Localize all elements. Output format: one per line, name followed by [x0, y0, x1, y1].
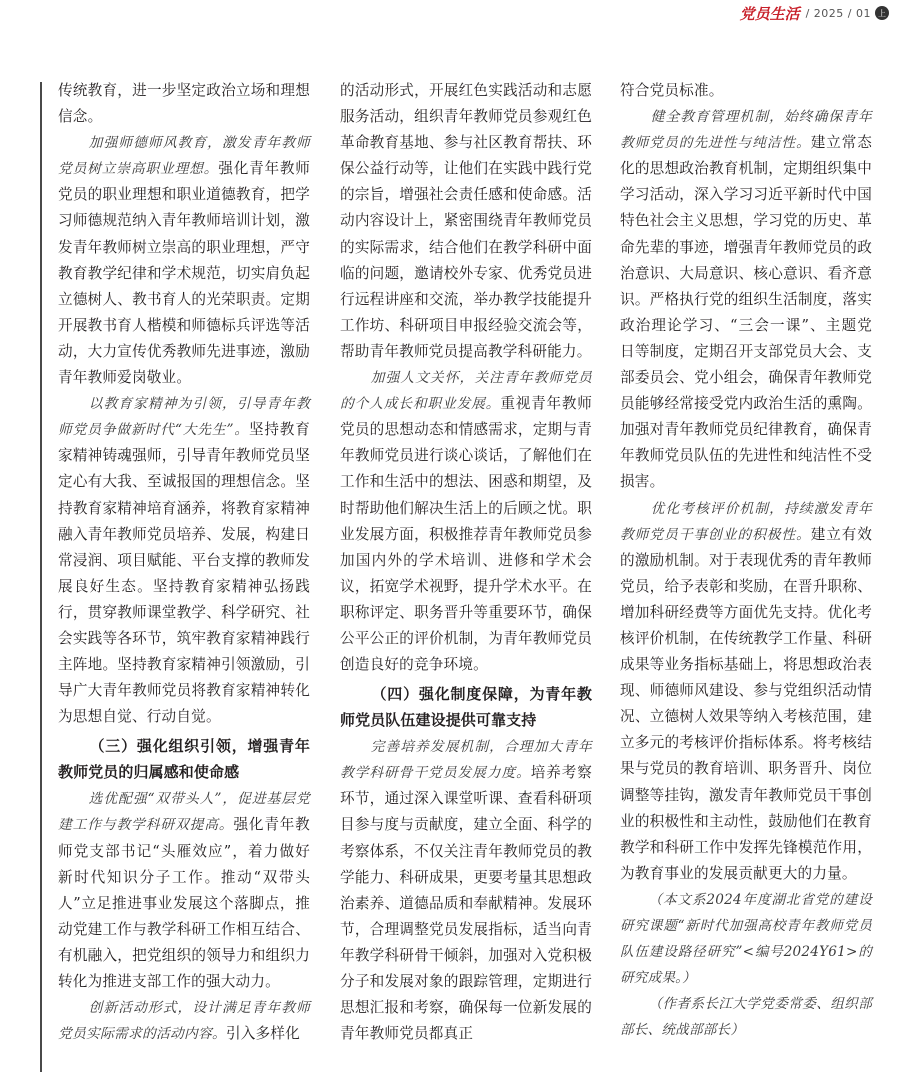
paragraph — [58, 130, 310, 391]
section-heading: （三）强化组织引领，增强青年教师党员的归属感和使命感 — [58, 737, 310, 782]
paragraph: 符合党员标准。 — [620, 82, 724, 99]
issue-number: / 2025 / 01 — [805, 6, 871, 20]
column-3 — [620, 78, 872, 1043]
paragraph-body: 建立有效的激励机制。对于表现优秀的青年教师党员，给予表彰和奖励，在晋升职称、增加科研经费等方面优先支持。优化考核评价机制，在传统教学工作量、科研成果等业务指标基础上，将思想政治表现、师德师风建设、参与党组织活动情况、立德树人效果等纳入考核范围，建立多元的考核评价指标体系。将考核结果与党员的教育培训、职务晋升、岗位调整等挂钩，激发青年教师党员干事创业的积极性和主动性，鼓励他们在教育教学和科研工作中发挥先锋模范作用，为教育事业的发展贡献更大的力量。 — [620, 525, 872, 882]
lead-sentence: 加强人文关怀，关注青年教师党员的个人成长和职业发展。 — [340, 370, 592, 413]
lead-sentence: 创新活动形式，设计满足青年教师党员实际需求的活动内容。 — [58, 1000, 310, 1043]
left-margin-rule — [40, 82, 42, 1072]
paragraph-body: 坚持教育家精神铸魂强师，引导青年教师党员坚定心有大我、至诚报国的理想信念。坚持教育家精神培育涵养，将教育家精神融入青年教师党员培养、发展，构建日常浸润、项目赋能、平台支撑的教师发展良好生态。坚持教育家精神弘扬践行，贯穿教师课堂教学、科学研究、社会实践等各环节，筑牢教育家精神践行主阵地。坚持教育家精神引领激励，引导广大青年教师党员将教育家精神转化为思想自觉、行动自觉。 — [58, 421, 311, 726]
column-1 — [58, 78, 310, 1047]
author-note: （作者系长江大学党委常委、组织部部长、统战部部长） — [620, 996, 872, 1039]
paragraph-body: 强化青年教师党支部书记“头雁效应”，着力做好新时代知识分子工作。推动“双带头人”立足推进事业发展这个落脚点，推动党建工作与教学科研工作相互结合、有机融入，把党组织的领导力和组织力转化为推进支部工作的强大动力。 — [58, 816, 310, 990]
section-mark-icon: 上 — [875, 6, 889, 20]
paragraph — [58, 391, 310, 730]
paragraph-body: 强化青年教师党员的职业理想和职业道德教育，把学习师德规范纳入青年教师培训计划，激发青年教师树立崇高的职业理想，严守教育教学纪律和学术规范，切实肩负起立德树人、教书育人的光荣职责。定期开展教书育人楷模和师德标兵评选等活动，大力宣传优秀教师先进事迹，激励青年教师爱岗敬业。 — [58, 160, 311, 387]
paragraph: 传统教育，进一步坚定政治立场和理想信念。 — [58, 82, 310, 126]
paragraph — [340, 734, 592, 1047]
lead-sentence: 完善培养发展机制，合理加大青年教学科研骨干党员发展力度。 — [340, 739, 592, 782]
paragraph — [340, 365, 592, 678]
lead-sentence: 健全教育管理机制，始终确保青年教师党员的先进性与纯洁性。 — [620, 109, 872, 152]
section-heading: （四）强化制度保障，为青年教师党员队伍建设提供可靠支持 — [340, 685, 592, 730]
paragraph — [58, 786, 310, 995]
lead-sentence: 以教育家精神为引领，引导青年教师党员争做新时代“大先生”。 — [58, 396, 310, 439]
page-header — [687, 0, 917, 26]
paragraph — [620, 104, 872, 495]
funding-note: （本文系2024年度湖北省党的建设研究课题“新时代加强高校青年教师党员队伍建设路径研究”<编号2024Y61>的研究成果。） — [620, 891, 872, 987]
paragraph-body: 引入多样化 — [225, 1025, 300, 1043]
paragraph: 的活动形式，开展红色实践活动和志愿服务活动，组织青年教师党员参观红色革命教育基地、参与社区教育帮扶、环保公益行动等，让他们在实践中践行党的宗旨，增强社会责任感和使命感。活动内容设计上，紧密围绕青年教师党员的实际需求，结合他们在教学科研中面临的问题，邀请校外专家、优秀党员进行远程讲座和交流，举办教学技能提升工作坊、科研项目申报经验交流会等，帮助青年教师党员提高教学科研能力。 — [340, 82, 592, 360]
magazine-logo: 党员生活 — [739, 4, 800, 23]
paragraph-body: 建立常态化的思想政治教育机制，定期组织集中学习活动，深入学习习近平新时代中国特色社会主义思想，学习党的历史、革命先辈的事迹，增强青年教师党员的政治意识、大局意识、核心意识、看齐意识。严格执行党的组织生活制度，落实政治理论学习、“三会一课”、主题党日等制度，定期召开支部党员大会、支部委员会、党小组会，确保青年教师党员能够经常接受党内政治生活的熏陶。加强对青年教师党员纪律教育，确保青年教师党员队伍的先进性和纯洁性不受损害。 — [620, 134, 872, 491]
paragraph-body: 重视青年教师党员的思想动态和情感需求，定期与青年教师党员进行谈心谈话，了解他们在工作和生活中的想法、困惑和期望，及时帮助他们解决生活上的后顾之忧。职业发展方面，积极推荐青年教师党员参加国内外的学术培训、进修和学术会议，拓宽学术视野，提升学术水平。在职称评定、职务晋升等重要环节，确保公平公正的评价机制，为青年教师党员创造良好的竞争环境。 — [340, 395, 593, 674]
lead-sentence: 选优配强“双带头人”，促进基层党建工作与教学科研双提高。 — [58, 791, 310, 834]
lead-sentence: 加强师德师风教育，激发青年教师党员树立崇高职业理想。 — [58, 135, 310, 178]
paragraph — [58, 995, 310, 1047]
lead-sentence: 优化考核评价机制，持续激发青年教师党员干事创业的积极性。 — [620, 500, 872, 543]
paragraph — [620, 496, 872, 887]
column-2 — [340, 78, 592, 1047]
paragraph-body: 培养考察环节，通过深入课堂听课、查看科研项目参与度与贡献度，建立全面、科学的考察体系，不仅关注青年教师党员的教学能力、科研成果，更要考量其思想政治素养、道德品质和奉献精神。发展环节，合理调整党员发展指标，适当向青年教学科研骨干倾斜，加强对入党积极分子和发展对象的跟踪管理，定期进行思想汇报和考察，确保每一位新发展的青年教师党员都真正 — [340, 764, 592, 1043]
